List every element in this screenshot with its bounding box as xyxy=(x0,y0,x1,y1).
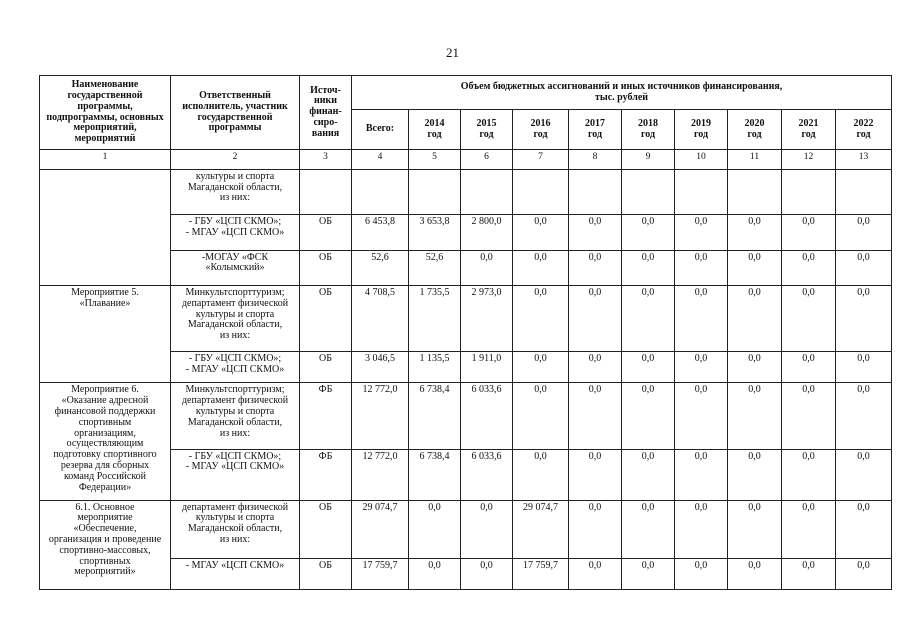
value-cell: 0,0 xyxy=(782,500,836,558)
header-year-2017: 2017 год xyxy=(569,110,622,150)
value-cell: 0,0 xyxy=(782,558,836,589)
value-cell: 0,0 xyxy=(622,500,675,558)
value-cell: 0,0 xyxy=(622,383,675,449)
value-cell: 0,0 xyxy=(569,500,622,558)
value-cell xyxy=(513,169,569,215)
value-cell: 0,0 xyxy=(569,250,622,285)
value-cell: 0,0 xyxy=(675,285,728,351)
value-cell: 0,0 xyxy=(728,383,782,449)
value-cell: 0,0 xyxy=(569,215,622,250)
value-cell: 12 772,0 xyxy=(352,383,409,449)
source-cell: ОБ xyxy=(300,250,352,285)
value-cell: 17 759,7 xyxy=(513,558,569,589)
header-year-2019: 2019 год xyxy=(675,110,728,150)
executor-cell: - ГБУ «ЦСП СКМО»; - МГАУ «ЦСП СКМО» xyxy=(171,215,300,250)
source-cell: ОБ xyxy=(300,285,352,351)
column-number: 13 xyxy=(836,150,892,170)
source-cell: ФБ xyxy=(300,383,352,449)
value-cell: 0,0 xyxy=(513,285,569,351)
value-cell: 0,0 xyxy=(461,250,513,285)
value-cell: 0,0 xyxy=(836,449,892,500)
value-cell: 12 772,0 xyxy=(352,449,409,500)
value-cell: 0,0 xyxy=(728,250,782,285)
value-cell: 0,0 xyxy=(782,285,836,351)
value-cell: 0,0 xyxy=(836,285,892,351)
column-number: 6 xyxy=(461,150,513,170)
value-cell: 0,0 xyxy=(675,250,728,285)
table-row xyxy=(40,169,892,215)
value-cell: 1 135,5 xyxy=(409,352,461,383)
header-year-2018: 2018 год xyxy=(622,110,675,150)
source-cell: ОБ xyxy=(300,352,352,383)
value-cell: 0,0 xyxy=(675,558,728,589)
value-cell: 6 738,4 xyxy=(409,449,461,500)
value-cell: 0,0 xyxy=(513,352,569,383)
header-year-2021: 2021 год xyxy=(782,110,836,150)
program-name-cell: Мероприятие 5. «Плавание» xyxy=(40,285,171,383)
source-cell: ОБ xyxy=(300,558,352,589)
column-number: 1 xyxy=(40,150,171,170)
value-cell: 0,0 xyxy=(622,352,675,383)
executor-cell: Минкультспорттуризм; департамент физической культуры и спорта Магаданской области, из них: xyxy=(171,285,300,351)
header-budget-volume: Объем бюджетных ассигнований и иных источников финансирования, тыс. рублей xyxy=(352,76,892,110)
page-number: 21 xyxy=(446,45,459,60)
executor-cell: Минкультспорттуризм; департамент физической культуры и спорта Магаданской области, из них: xyxy=(171,383,300,449)
value-cell: 0,0 xyxy=(728,285,782,351)
value-cell: 0,0 xyxy=(622,250,675,285)
value-cell: 0,0 xyxy=(513,383,569,449)
executor-cell: - МГАУ «ЦСП СКМО» xyxy=(171,558,300,589)
column-number: 7 xyxy=(513,150,569,170)
value-cell: 0,0 xyxy=(728,352,782,383)
executor-cell: - ГБУ «ЦСП СКМО»; - МГАУ «ЦСП СКМО» xyxy=(171,352,300,383)
value-cell: 0,0 xyxy=(782,250,836,285)
value-cell xyxy=(569,169,622,215)
executor-cell: - ГБУ «ЦСП СКМО»; - МГАУ «ЦСП СКМО» xyxy=(171,449,300,500)
column-number: 9 xyxy=(622,150,675,170)
header-row-1 xyxy=(40,76,892,110)
source-cell: ОБ xyxy=(300,500,352,558)
value-cell: 0,0 xyxy=(782,383,836,449)
value-cell xyxy=(622,169,675,215)
value-cell: 0,0 xyxy=(461,500,513,558)
value-cell: 0,0 xyxy=(622,215,675,250)
value-cell: 0,0 xyxy=(836,352,892,383)
value-cell xyxy=(352,169,409,215)
table-row xyxy=(40,383,892,449)
header-executor: Ответственный исполнитель, участник государственной программы xyxy=(171,76,300,150)
source-cell: ФБ xyxy=(300,449,352,500)
column-number-row xyxy=(40,150,892,170)
value-cell: 0,0 xyxy=(836,383,892,449)
column-number: 2 xyxy=(171,150,300,170)
table-row xyxy=(40,500,892,558)
value-cell: 0,0 xyxy=(409,500,461,558)
value-cell: 0,0 xyxy=(569,352,622,383)
value-cell: 0,0 xyxy=(675,383,728,449)
value-cell: 2 800,0 xyxy=(461,215,513,250)
value-cell: 0,0 xyxy=(782,215,836,250)
value-cell: 0,0 xyxy=(728,215,782,250)
value-cell: 29 074,7 xyxy=(352,500,409,558)
program-name-cell xyxy=(40,169,171,285)
value-cell: 0,0 xyxy=(622,449,675,500)
header-program-name: Наименование государственной программы, подпрограммы, основных мероприятий, мероприятий xyxy=(40,76,171,150)
value-cell xyxy=(461,169,513,215)
column-number: 4 xyxy=(352,150,409,170)
value-cell: 0,0 xyxy=(728,500,782,558)
value-cell: 6 453,8 xyxy=(352,215,409,250)
value-cell: 0,0 xyxy=(836,250,892,285)
value-cell: 6 033,6 xyxy=(461,449,513,500)
value-cell: 29 074,7 xyxy=(513,500,569,558)
value-cell: 17 759,7 xyxy=(352,558,409,589)
value-cell: 6 033,6 xyxy=(461,383,513,449)
value-cell: 0,0 xyxy=(675,500,728,558)
value-cell: 0,0 xyxy=(836,215,892,250)
value-cell: 0,0 xyxy=(675,215,728,250)
column-number: 11 xyxy=(728,150,782,170)
column-number: 12 xyxy=(782,150,836,170)
value-cell: 0,0 xyxy=(675,449,728,500)
column-number: 3 xyxy=(300,150,352,170)
value-cell: 0,0 xyxy=(569,558,622,589)
value-cell: 0,0 xyxy=(569,285,622,351)
value-cell: 0,0 xyxy=(513,449,569,500)
value-cell: 0,0 xyxy=(461,558,513,589)
column-number: 10 xyxy=(675,150,728,170)
value-cell: 1 735,5 xyxy=(409,285,461,351)
value-cell: 3 046,5 xyxy=(352,352,409,383)
value-cell: 0,0 xyxy=(728,449,782,500)
value-cell xyxy=(728,169,782,215)
source-cell xyxy=(300,169,352,215)
value-cell: 0,0 xyxy=(675,352,728,383)
value-cell: 0,0 xyxy=(728,558,782,589)
table-row xyxy=(40,285,892,351)
header-year-2020: 2020 год xyxy=(728,110,782,150)
value-cell: 0,0 xyxy=(782,449,836,500)
source-cell: ОБ xyxy=(300,215,352,250)
program-name-cell: 6.1. Основное мероприятие «Обеспечение, организация и проведение спортивно-массовых, спортивных мероприятий» xyxy=(40,500,171,589)
value-cell: 0,0 xyxy=(409,558,461,589)
executor-cell: культуры и спорта Магаданской области, из них: xyxy=(171,169,300,215)
value-cell: 2 973,0 xyxy=(461,285,513,351)
header-year-2016: 2016 год xyxy=(513,110,569,150)
value-cell: 0,0 xyxy=(836,558,892,589)
header-total: Всего: xyxy=(352,110,409,150)
column-number: 8 xyxy=(569,150,622,170)
value-cell: 0,0 xyxy=(836,500,892,558)
value-cell: 0,0 xyxy=(622,285,675,351)
header-funding-source: Источ- ники финан- сиро- вания xyxy=(300,76,352,150)
value-cell: 52,6 xyxy=(352,250,409,285)
value-cell: 6 738,4 xyxy=(409,383,461,449)
value-cell xyxy=(836,169,892,215)
value-cell: 0,0 xyxy=(622,558,675,589)
value-cell: 1 911,0 xyxy=(461,352,513,383)
executor-cell: департамент физической культуры и спорта Магаданской области, из них: xyxy=(171,500,300,558)
program-name-cell: Мероприятие 6. «Оказание адресной финансовой поддержки спортивным организациям, осуществляющим подготовку спортивного резерва для сборных команд Российской Федерации» xyxy=(40,383,171,500)
value-cell: 52,6 xyxy=(409,250,461,285)
budget-table xyxy=(39,75,892,590)
value-cell: 0,0 xyxy=(782,352,836,383)
value-cell: 0,0 xyxy=(569,383,622,449)
header-year-2022: 2022 год xyxy=(836,110,892,150)
value-cell: 0,0 xyxy=(513,250,569,285)
header-year-2015: 2015 год xyxy=(461,110,513,150)
value-cell: 4 708,5 xyxy=(352,285,409,351)
value-cell: 0,0 xyxy=(513,215,569,250)
column-number: 5 xyxy=(409,150,461,170)
value-cell: 0,0 xyxy=(569,449,622,500)
value-cell xyxy=(675,169,728,215)
header-year-2014: 2014 год xyxy=(409,110,461,150)
value-cell xyxy=(782,169,836,215)
value-cell xyxy=(409,169,461,215)
executor-cell: -МОГАУ «ФСК «Колымский» xyxy=(171,250,300,285)
value-cell: 3 653,8 xyxy=(409,215,461,250)
